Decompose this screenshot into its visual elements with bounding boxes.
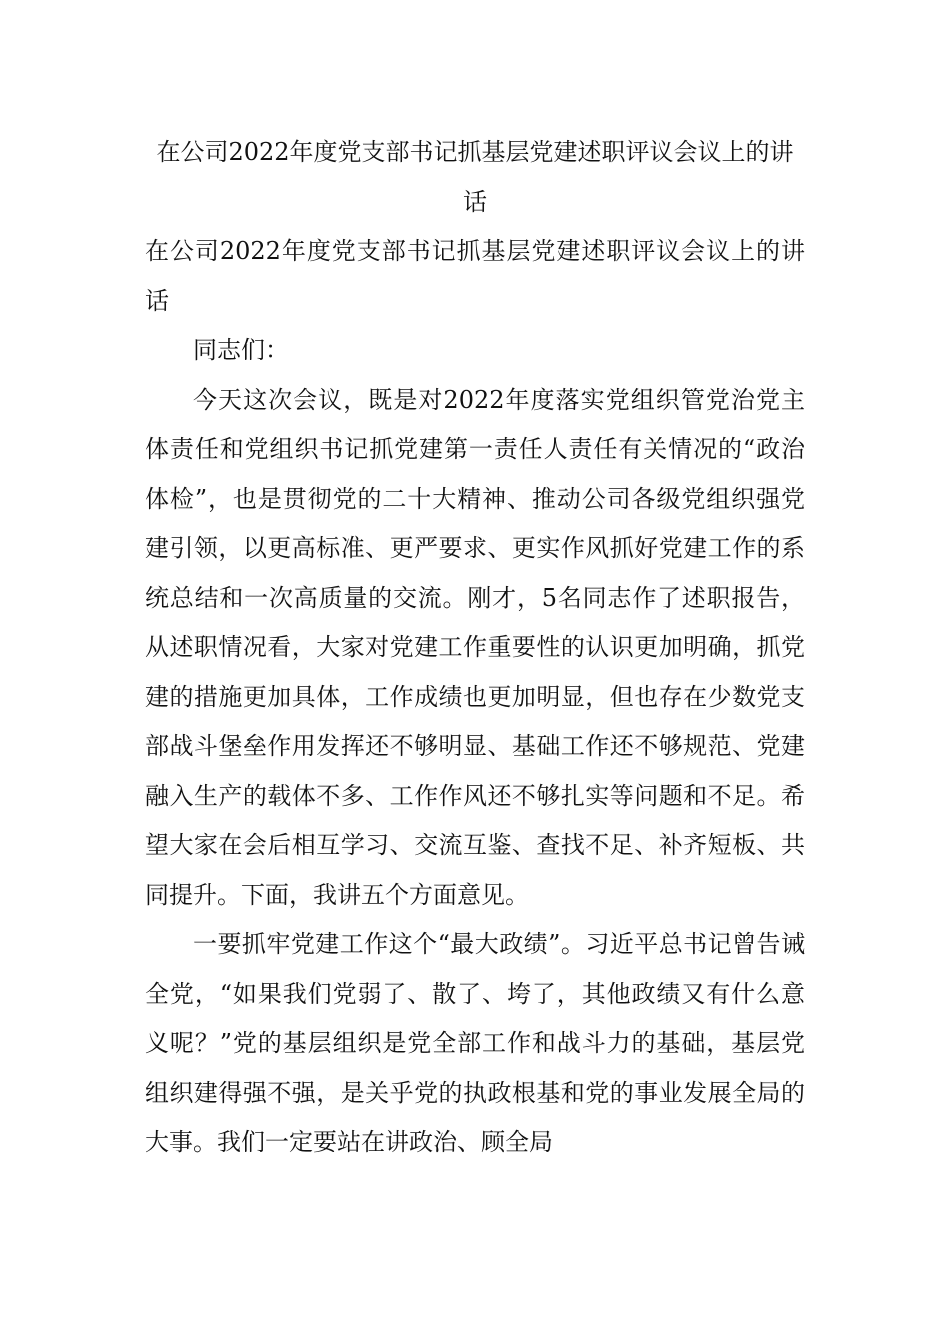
document-title: 在公司2022年度党支部书记抓基层党建述职评议会议上的讲话 xyxy=(156,138,794,216)
paragraph-1: 今天这次会议，既是对2022年度落实党组织管党治党主体责任和党组织书记抓党建第一责任人责任有关情况的“政治体检”，也是贯彻党的二十大精神、推动公司各级党组织强党建引领，以更高标准、更严要求、更实作风抓好党建工作的系统总结和一次高质量的交流。刚才，5名同志作了述职报告，从述职情况看，大家对党建工作重要性的认识更加明确，抓党建的措施更加具体，工作成绩也更加明显，但也存在少数党支部战斗堡垒作用发挥还不够明显、基础工作还不够规范、党建融入生产的载体不多、工作作风还不够扎实等问题和不足。希望大家在会后相互学习、交流互鉴、查找不足、补齐短板、共同提升。下面，我讲五个方面意见。 xyxy=(145,385,805,909)
document-subtitle: 在公司2022年度党支部书记抓基层党建述职评议会议上的讲话 xyxy=(145,237,805,315)
greeting: 同志们： xyxy=(193,336,289,364)
paragraph-2: 一要抓牢党建工作这个“最大政绩”。习近平总书记曾告诫全党，“如果我们党弱了、散了、垮了，其他政绩又有什么意义呢？”党的基层组织是党全部工作和战斗力的基础，基层党组织建得强不强，是关乎党的执政根基和党的事业发展全局的大事。我们一定要站在讲政治、顾全局 xyxy=(145,930,805,1156)
document-page xyxy=(145,128,805,1168)
